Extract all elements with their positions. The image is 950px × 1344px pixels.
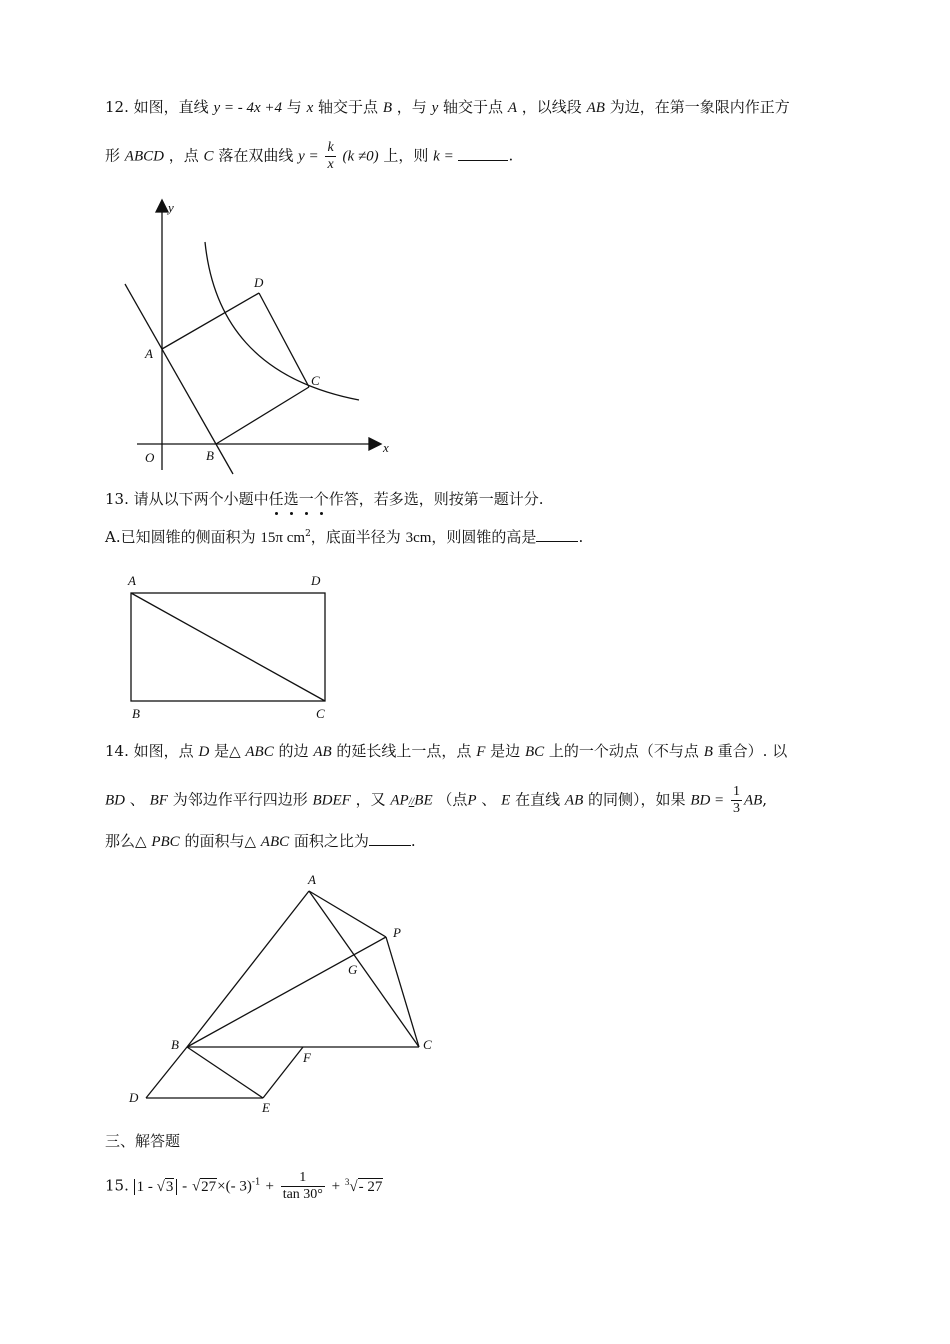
root27: √27	[191, 1178, 217, 1195]
q14-var: AB	[743, 792, 763, 809]
q12-var: k =	[433, 148, 454, 165]
q14-var: BF	[149, 792, 168, 809]
q12-number: 12.	[105, 98, 129, 116]
q12-text: ，以线段	[521, 98, 582, 116]
label-b: B	[206, 448, 214, 463]
label-e: E	[262, 1100, 270, 1115]
q14-figure	[120, 866, 450, 1126]
emphasis-char: 任	[268, 490, 284, 508]
q15-op: -	[182, 1178, 188, 1195]
frac-num: k	[327, 140, 334, 155]
q13-text: ，底面半径为	[310, 528, 401, 546]
q13-text: 已知圆锥的侧面积为	[120, 528, 256, 546]
q15-expression	[105, 1170, 383, 1203]
label-o: O	[145, 450, 155, 465]
emphasis-char: 个	[313, 490, 329, 508]
q12-hyperbola: y =	[298, 148, 319, 165]
q14-text: 的同侧），如果	[588, 790, 686, 809]
answer-blank	[458, 145, 508, 161]
line-ab	[125, 284, 233, 474]
q14-number: 14.	[105, 742, 129, 760]
label-g: G	[348, 962, 358, 977]
q12-var: C	[203, 148, 214, 165]
q12-text: 形	[105, 146, 121, 165]
q14-var: B	[703, 744, 713, 760]
q13-text: 请从以下两个小题中	[133, 490, 269, 508]
q12-line1	[105, 96, 790, 117]
q12-line-equation: y = - 4x +4	[213, 100, 282, 116]
q12-line2	[105, 140, 513, 173]
q14-text: 重合）. 以	[717, 742, 788, 760]
q15-root-index: 3	[344, 1176, 350, 1187]
q14-text: ，又	[355, 790, 386, 809]
q13-area: 15π cm	[260, 530, 306, 546]
q14-var: P	[467, 792, 477, 809]
q14-text: 、	[481, 790, 497, 809]
q14-text: 的面积与△	[184, 832, 256, 850]
q14-var: AB	[564, 792, 584, 809]
hyperbola	[205, 242, 359, 400]
q13-text: ，则圆锥的高是	[431, 528, 537, 546]
q12-text: 与	[286, 98, 302, 116]
q12-text: 落在双曲线	[218, 146, 294, 165]
q12-figure	[115, 190, 405, 480]
segment-bp	[187, 937, 386, 1047]
q12-var: B	[382, 100, 392, 116]
label-b: B	[132, 706, 140, 721]
q14-var: BC	[524, 744, 545, 760]
q14-var: BE	[414, 792, 433, 809]
q15-term: 1 -	[136, 1178, 153, 1195]
q14-text: 那么△	[105, 832, 147, 850]
label-b: B	[171, 1037, 179, 1052]
parallel-equal-symbol: //	[408, 796, 415, 808]
q14-line3	[105, 830, 416, 851]
q12-text: 上，则	[383, 146, 429, 165]
q14-text: 在直线	[515, 790, 561, 809]
q15-fraction	[281, 1170, 325, 1203]
q13-text: .	[578, 528, 584, 546]
label-a: A	[308, 872, 316, 887]
q14-text: 是△	[214, 742, 241, 760]
q14-text: 为邻边作平行四边形	[172, 790, 308, 809]
q12-fraction	[325, 140, 335, 173]
q13-a-prefix: A.	[105, 528, 121, 546]
q12-var: A	[507, 100, 517, 116]
emphasis-char: 一	[298, 490, 314, 508]
q13-figure	[120, 568, 340, 728]
x-axis-arrow	[369, 438, 381, 450]
q14-var: BD	[105, 792, 125, 809]
q14-var: E	[501, 792, 511, 809]
q14-text: 、	[129, 790, 145, 809]
q14-text: 面积之比为	[293, 832, 369, 850]
q13-radius: 3cm	[405, 530, 432, 546]
q12-text: .	[508, 146, 514, 165]
diagonal-ac	[131, 593, 325, 701]
label-y: y	[168, 200, 174, 215]
frac-den: x	[327, 157, 334, 172]
q14-var: ABC	[245, 744, 274, 760]
q13-text: 作答，若多选，则按第一题计分.	[328, 490, 544, 508]
q12-text: 如图，直线	[133, 98, 209, 116]
q14-var: ABC	[260, 834, 290, 850]
q12-var: AB	[586, 100, 605, 116]
q14-var: D	[198, 744, 210, 760]
q12-text: 为边，在第一象限内作正方	[609, 98, 790, 116]
label-x: x	[383, 440, 389, 455]
q14-text: ,	[762, 790, 768, 809]
frac-num: 1	[732, 784, 740, 799]
side-cb	[216, 387, 309, 444]
q13-line1	[105, 488, 544, 509]
q15-radicand: 3	[165, 1178, 174, 1195]
q13-part-a	[105, 526, 583, 547]
q14-text: 是边	[490, 742, 521, 760]
q14-line1	[105, 740, 787, 761]
frac-num: 1	[281, 1170, 325, 1187]
q12-text: 轴交于点	[443, 98, 504, 116]
label-a: A	[128, 573, 136, 588]
q15-exponent: -1	[251, 1177, 261, 1188]
q15-term: ×(- 3)	[217, 1178, 252, 1195]
frac-den: tan 30°	[282, 1187, 323, 1202]
q14-text: .	[410, 832, 416, 850]
q15-number: 15.	[105, 1176, 129, 1195]
q12-var: y	[431, 100, 439, 116]
answer-blank	[369, 830, 411, 846]
y-axis-arrow	[156, 200, 168, 212]
q15-radicand: - 27	[358, 1178, 383, 1195]
side-ac	[309, 891, 419, 1047]
q14-line2	[105, 784, 767, 817]
label-d: D	[129, 1090, 139, 1105]
cube-root: $^3$√- 27	[344, 1176, 383, 1195]
q12-var: x	[306, 100, 314, 116]
segment-be	[187, 1047, 263, 1098]
answer-blank	[536, 526, 578, 542]
emphasis-char: 选	[283, 490, 299, 508]
q15-op: +	[265, 1178, 274, 1195]
side-ab	[187, 891, 309, 1047]
q14-var: BD =	[690, 792, 725, 809]
q14-text: 如图，点	[133, 742, 194, 760]
q12-condition: (k ≠0)	[342, 148, 379, 165]
label-c: C	[423, 1037, 432, 1052]
q13-area-sup: 2	[305, 529, 311, 539]
q14-text: （点	[437, 790, 468, 809]
label-d: D	[254, 275, 264, 290]
absolute-value: 1 - √3	[134, 1179, 178, 1195]
q15-op: +	[331, 1178, 341, 1195]
segment-ap	[309, 891, 386, 937]
q14-var: AP	[390, 792, 409, 809]
q14-var: F	[476, 744, 486, 760]
segment-bd	[146, 1047, 187, 1098]
q13-number: 13.	[105, 490, 129, 508]
q14-text: 的边	[278, 742, 309, 760]
q12-text: ，与	[396, 98, 427, 116]
label-c: C	[311, 373, 320, 388]
q14-var: PBC	[151, 834, 180, 850]
label-f: F	[303, 1050, 311, 1065]
label-d: D	[311, 573, 321, 588]
label-p: P	[393, 925, 401, 940]
segment-pc	[386, 937, 419, 1047]
q12-var: ABCD	[124, 148, 164, 165]
q14-fraction	[731, 784, 742, 817]
q14-text: 上的一个动点（不与点	[548, 742, 699, 760]
frac-den: 3	[732, 801, 740, 816]
segment-ef	[263, 1047, 303, 1098]
q12-text: ，点	[168, 146, 199, 165]
section-title: 三、解答题	[105, 1132, 181, 1150]
label-c: C	[316, 706, 325, 721]
q14-var: AB	[313, 744, 332, 760]
label-a: A	[145, 346, 153, 361]
q14-text: 的延长线上一点，点	[336, 742, 472, 760]
q12-text: 轴交于点	[318, 98, 379, 116]
q15-radicand: 27	[201, 1178, 217, 1195]
q14-var: BDEF	[312, 792, 351, 809]
